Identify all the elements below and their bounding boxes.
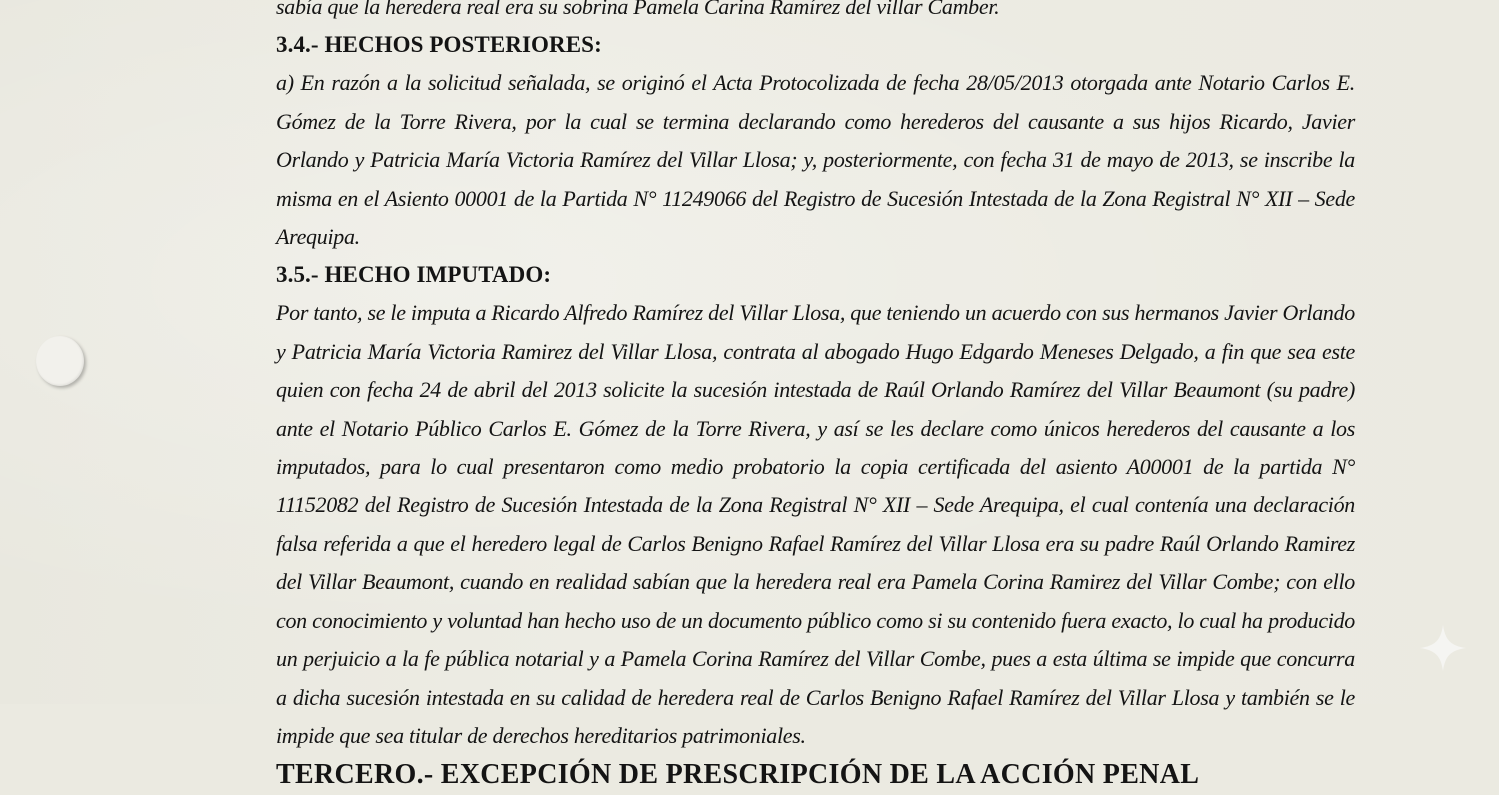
section-3-4-paragraph: a) En razón a la solicitud señalada, se originó el Acta Protocolizada de fecha 28/05/2013 otorgada ante Notario Carlos E. Gómez de la Torre Rivera, por la cual se termina declarando como herederos del causante a sus hijos Ricardo, Javier Orlando y Patricia María Victoria Ramírez del Villar Llosa; y, posteriormente, con fecha 31 de mayo de 2013, se inscribe la misma en el Asiento 00001 de la Partida N° 11249066 del Registro de Sucesión Intestada de la Zona Registral N° XII – Sede Arequipa.	[276, 70, 1355, 250]
top-fragment-paragraph: sabía que la heredera real era su sobrina Pamela Carina Ramírez del villar Camber.	[276, 0, 1000, 19]
punch-hole	[36, 336, 84, 386]
section-3-5-heading: 3.5.- HECHO IMPUTADO:	[276, 262, 552, 288]
sparkle-icon	[1418, 623, 1468, 673]
document-body	[276, 0, 1355, 795]
section-3-4-heading: 3.4.- HECHOS POSTERIORES:	[276, 32, 602, 58]
section-tercero-heading: TERCERO.- EXCEPCIÓN DE PRESCRIPCIÓN DE LA ACCIÓN PENAL	[276, 759, 1200, 791]
section-3-5-paragraph: Por tanto, se le imputa a Ricardo Alfredo Ramírez del Villar Llosa, que teniendo un acuerdo con sus hermanos Javier Orlando y Patricia María Victoria Ramirez del Villar Llosa, contrata al abogado Hugo Edgardo Meneses Delgado, a fin que sea este quien con fecha 24 de abril del 2013 solicite la sucesión intestada de Raúl Orlando Ramírez del Villar Beaumont (su padre) ante el Notario Público Carlos E. Gómez de la Torre Rivera, y así se les declare como únicos herederos del causante a los imputados, para lo cual presentaron como medio probatorio la copia certificada del asiento A00001 de la partida N° 11152082 del Registro de Sucesión Intestada de la Zona Registral N° XII – Sede Arequipa, el cual contenía una declaración falsa referida a que el heredero legal de Carlos Benigno Rafael Ramírez del Villar Llosa era su padre Raúl Orlando Ramirez del Villar Beaumont, cuando en realidad sabían que la heredera real era Pamela Corina Ramirez del Villar Combe; con ello con conocimiento y voluntad han hecho uso de un documento público como si su contenido fuera exacto, lo cual ha producido un perjuicio a la fe pública notarial y a Pamela Corina Ramírez del Villar Combe, pues a esta última se impide que concurra a dicha sucesión intestada en su calidad de heredera real de Carlos Benigno Rafael Ramírez del Villar Llosa y también se le impide que sea titular de derechos hereditarios patrimoniales.	[276, 300, 1355, 748]
